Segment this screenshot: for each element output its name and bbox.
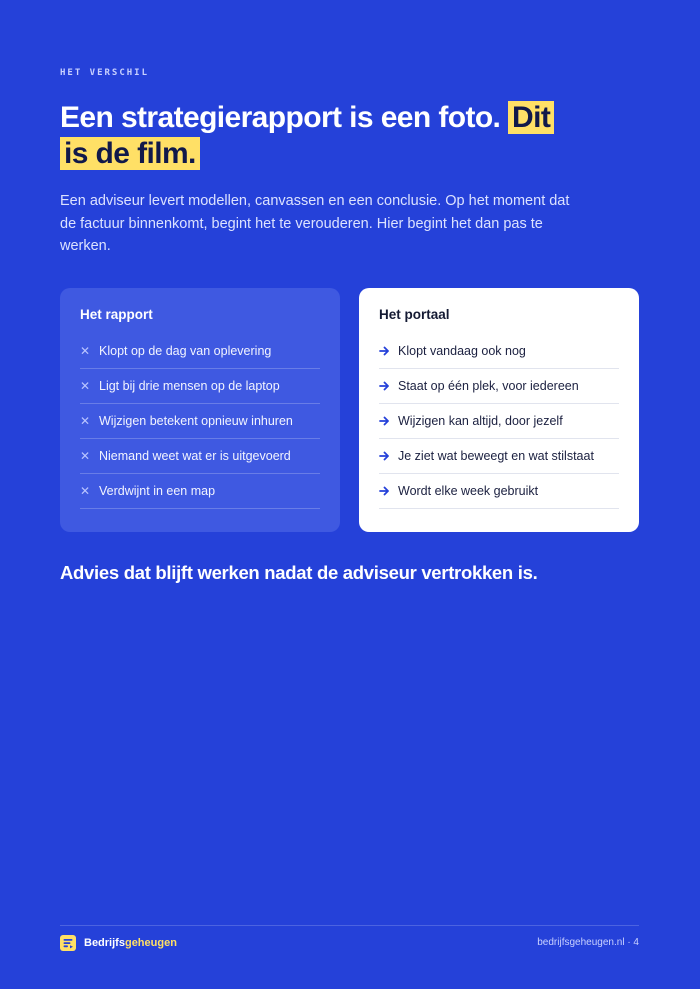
list-item-label: Je ziet wat beweegt en wat stilstaat	[398, 449, 594, 463]
rapport-card	[60, 288, 340, 532]
portaal-card	[359, 288, 639, 532]
cross-icon: ✕	[80, 344, 91, 358]
list-item	[379, 404, 619, 439]
portaal-list	[379, 334, 619, 509]
title-text: Een strategierapport is een foto.	[60, 101, 509, 134]
list-item-label: Staat op één plek, voor iedereen	[398, 379, 579, 393]
list-item-label: Klopt vandaag ook nog	[398, 344, 526, 358]
tagline: Advies dat blijft werken nadat de adviseur vertrokken is.	[60, 562, 538, 583]
logo-icon	[60, 935, 76, 951]
cross-icon: ✕	[80, 379, 91, 393]
list-item	[379, 369, 619, 404]
lead-paragraph: Een adviseur levert modellen, canvassen en een conclusie. Op het moment dat de factuur binnenkomt, begint het te verouderen. Hier begint het dan pas te werken.	[60, 193, 570, 254]
list-item	[379, 439, 619, 474]
list-item	[379, 474, 619, 509]
arrow-right-icon	[379, 486, 398, 496]
footer-page-info: bedrijfsgeheugen.nl · 4	[537, 937, 639, 948]
brand-name: Bedrijfsgeheugen	[84, 937, 177, 949]
portaal-card-title: Het portaal	[379, 307, 450, 322]
list-item	[80, 404, 320, 439]
cross-icon: ✕	[80, 484, 91, 498]
arrow-right-icon	[379, 381, 398, 391]
cross-icon: ✕	[80, 449, 91, 463]
list-item-label: Niemand weet wat er is uitgevoerd	[99, 449, 291, 463]
list-item	[379, 334, 619, 369]
list-item	[80, 474, 320, 509]
page-title	[60, 100, 620, 172]
arrow-right-icon	[379, 451, 398, 461]
list-item	[80, 369, 320, 404]
rapport-card-title: Het rapport	[80, 307, 153, 322]
title-highlight: Dit is de film.	[60, 101, 554, 170]
list-item-label: Verdwijnt in een map	[99, 484, 216, 498]
list-item	[80, 439, 320, 474]
arrow-right-icon	[379, 416, 398, 426]
rapport-list	[80, 334, 320, 509]
list-item-label: Klopt op de dag van oplevering	[99, 344, 272, 358]
list-item-label: Wordt elke week gebruikt	[398, 484, 539, 498]
cross-icon: ✕	[80, 414, 91, 428]
eyebrow-label: HET VERSCHIL	[60, 68, 150, 78]
list-item-label: Ligt bij drie mensen op de laptop	[99, 379, 280, 393]
list-item-label: Wijzigen betekent opnieuw inhuren	[99, 414, 293, 428]
list-item	[80, 334, 320, 369]
footer-divider	[60, 925, 639, 926]
list-item-label: Wijzigen kan altijd, door jezelf	[398, 414, 563, 428]
brand-logo	[60, 935, 177, 951]
arrow-right-icon	[379, 346, 398, 356]
